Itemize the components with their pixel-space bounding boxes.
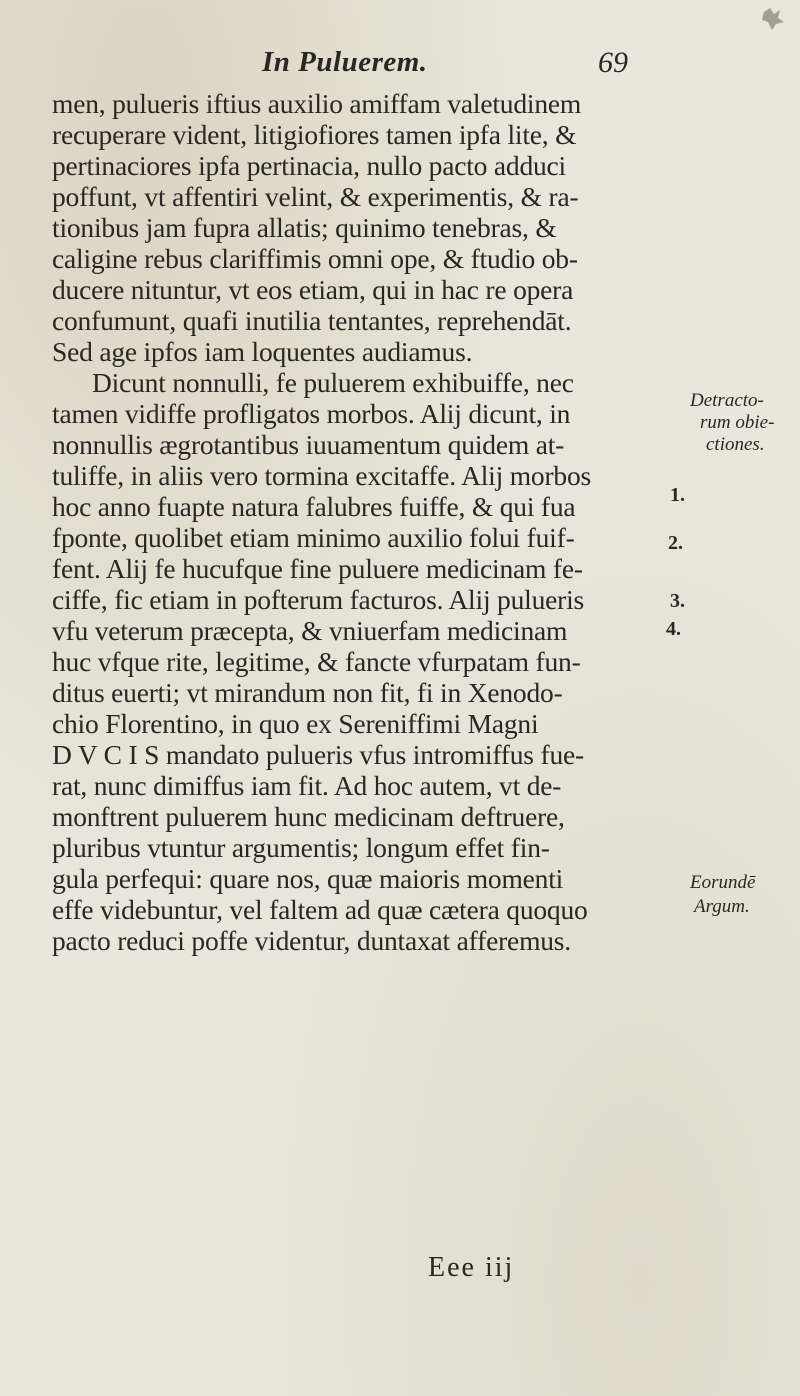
text-line: pacto reduci poffe videntur, duntaxat afferemus. [52, 925, 571, 956]
text-line: pertinaciores ipfa pertinacia, nullo pacto adduci [52, 150, 567, 181]
text-line: fent. Alij fe hucufque fine puluere medicinam fe- [52, 553, 583, 584]
text-line: fponte, quolibet etiam minimo auxilio folui fuif- [52, 522, 575, 553]
signature-mark: Eee iij [428, 1252, 515, 1283]
margin-number: 4. [666, 618, 681, 640]
text-line: D V C I S mandato pulueris vfus intromiffus fue- [52, 739, 584, 770]
text-line: recuperare vident, litigiofiores tamen ipfa lite, & [52, 119, 577, 150]
text-line: ducere nituntur, vt eos etiam, qui in hac re opera [52, 274, 574, 305]
running-head: In Puluerem. [262, 46, 428, 78]
text-line: pluribus vtuntur argumentis; longum effet fin- [52, 832, 550, 863]
margin-note-line: rum obie- [700, 412, 775, 433]
text-line: effe videbuntur, vel faltem ad quæ cætera quoquo [52, 894, 588, 925]
text-line: Dicunt nonnulli, fe puluerem exhibuiffe, nec [92, 367, 574, 398]
margin-note-line: ctiones. [706, 434, 765, 455]
text-line: nonnullis ægrotantibus iuuamentum quidem at- [52, 429, 565, 460]
text-line: huc vfque rite, legitime, & fancte vfurpatam fun- [52, 646, 581, 677]
text-line: confumunt, quafi inutilia tentantes, reprehendāt. [52, 305, 572, 336]
text-line: gula perfequi: quare nos, quæ maioris momenti [52, 863, 564, 894]
text-line: ciffe, fic etiam in pofterum facturos. Alij pulueris [52, 584, 585, 615]
text-line: caligine rebus clariffimis omni ope, & ftudio ob- [52, 243, 578, 274]
text-line: vfu veterum præcepta, & vniuerfam medicinam [52, 615, 568, 646]
margin-number: 3. [670, 590, 685, 612]
text-line: rat, nunc dimiffus iam fit. Ad hoc autem, vt de- [52, 770, 562, 801]
text-line: Sed age ipfos iam loquentes audiamus. [52, 336, 473, 367]
margin-number: 1. [670, 484, 685, 506]
margin-note-line: Argum. [694, 896, 750, 917]
text-line: men, pulueris iftius auxilio amiffam valetudinem [52, 88, 582, 119]
text-line: hoc anno fuapte natura falubres fuiffe, & qui fua [52, 491, 576, 522]
margin-note-line: Detracto- [690, 390, 764, 411]
text-line: tionibus jam fupra allatis; quinimo tenebras, & [52, 212, 557, 243]
text-line: poffunt, vt affentiri velint, & experimentis, & ra- [52, 181, 579, 212]
text-line: tamen vidiffe profligatos morbos. Alij dicunt, in [52, 398, 571, 429]
text-line: tuliffe, in aliis vero tormina excitaffe. Alij morbos [52, 460, 592, 491]
page-number: 69 [598, 46, 628, 79]
text-line: monftrent puluerem hunc medicinam deftruere, [52, 801, 565, 832]
ink-blot-icon [758, 4, 788, 34]
text-line: ditus euerti; vt mirandum non fit, fi in Xenodo- [52, 677, 563, 708]
margin-number: 2. [668, 532, 683, 554]
text-line: chio Florentino, in quo ex Sereniffimi Magni [52, 708, 539, 739]
margin-note-line: Eorundē [690, 872, 756, 893]
